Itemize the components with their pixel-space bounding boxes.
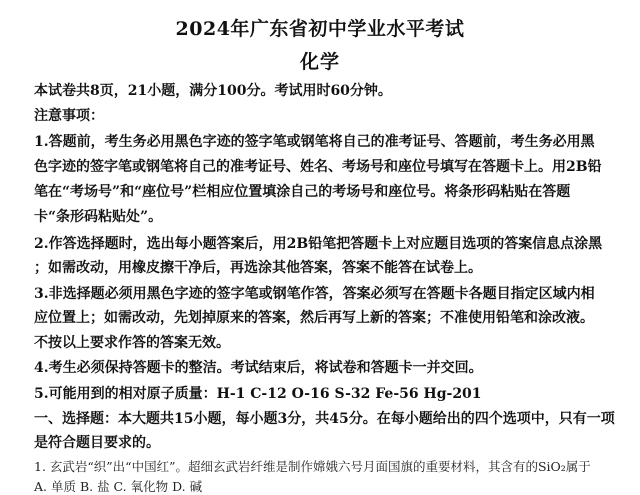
note-line: 3.非选择题必须用黑色字迹的签字笔或钢笔作答，答案必须写在答题卡各题目指定区域内相 xyxy=(34,286,595,302)
question-1-options-cut: A. 单质 B. 盐 C. 氧化物 D. 碱 xyxy=(34,479,203,494)
question-1: 1. 玄武岩“织”出“中国红”。超细玄武岩纤维是制作嫦娥六号月面国旗的重要材料，其含有的SiO₂属于 xyxy=(34,459,591,474)
intro-text: 本试卷共8页，21小题，满分100分。考试用时60分钟。 xyxy=(34,83,392,99)
notes-heading: 注意事项： xyxy=(34,108,104,124)
subject-title: 化学 xyxy=(299,51,340,73)
section-heading: 一、选择题：本大题共15小题，每小题3分，共45分。在每小题给出的四个选项中，只有一项 xyxy=(34,411,615,427)
note-line: 色字迹的签字笔或钢笔将自己的准考证号、姓名、考场号和座位号填写在答题卡上。用2B铅 xyxy=(34,159,602,175)
exam-title: 2024年广东省初中学业水平考试 xyxy=(175,18,465,40)
note-line: 应位置上；如需改动，先划掉原来的答案，然后再写上新的答案；不准使用铅笔和涂改液。 xyxy=(34,310,594,326)
note-line: 4.考生必须保持答题卡的整洁。考试结束后，将试卷和答题卡一并交回。 xyxy=(34,360,483,376)
section-heading-cont: 是符合题目要求的。 xyxy=(34,435,160,451)
note-line: 2.作答选择题时，选出每小题答案后，用2B铅笔把答题卡上对应题目选项的答案信息点涂黑 xyxy=(34,236,603,252)
note-line: 笔在“考场号”和“座位号”栏相应位置填涂自己的考场号和座位号。将条形码粘贴在答题 xyxy=(34,184,571,200)
note-line: ；如需改动，用橡皮擦干净后，再选涂其他答案，答案不能答在试卷上。 xyxy=(34,260,482,276)
note-line-atomic-masses: 5.可能用到的相对原子质量：H-1 C-12 O-16 S-32 Fe-56 Hg-201 xyxy=(34,386,482,402)
note-line: 1.答题前，考生务必用黑色字迹的签字笔或钢笔将自己的准考证号、答题前，考生务必用黑 xyxy=(34,134,595,150)
note-line: 卡“条形码粘贴处”。 xyxy=(34,209,163,225)
note-line: 不按以上要求作答的答案无效。 xyxy=(34,335,230,351)
